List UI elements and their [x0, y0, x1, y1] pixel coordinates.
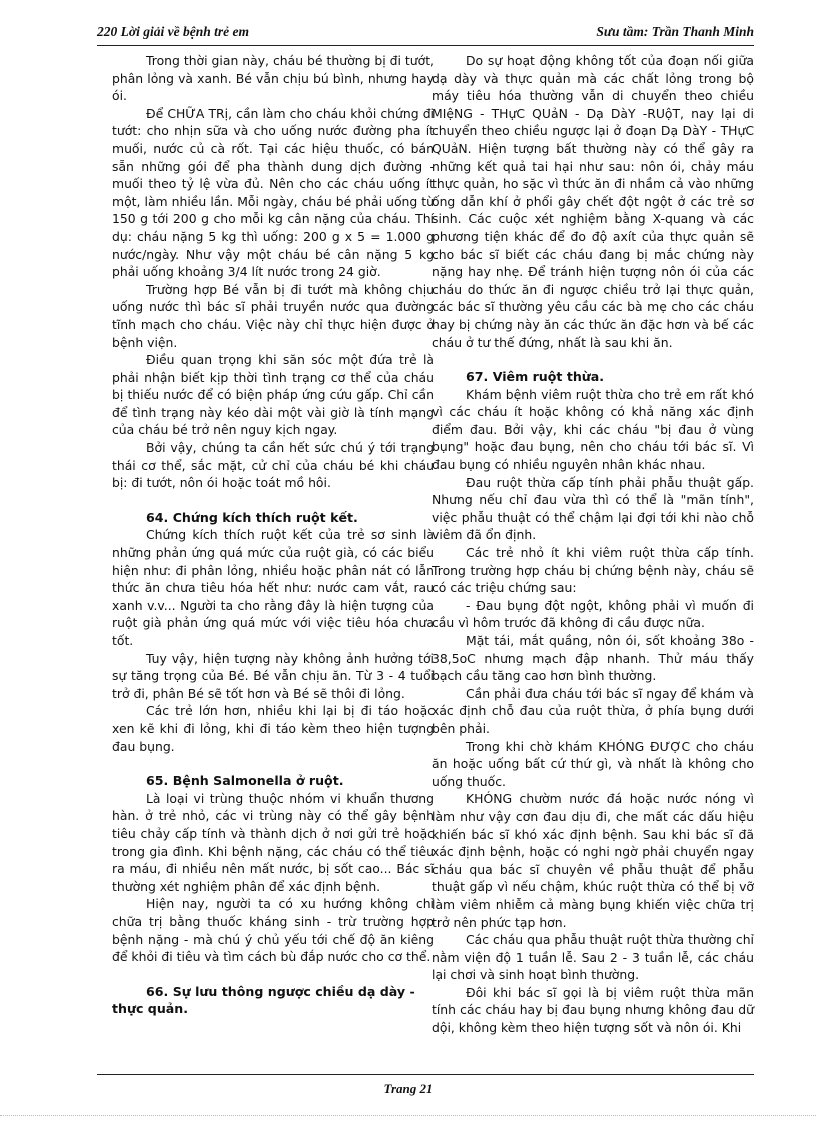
paragraph: Đôi khi bác sĩ gọi là bị viêm ruột thừa mãn tính các cháu hay bị đau bụng nhưng không đau dữ dội, không kèm theo hiện tượng sốt và nôn ói. Khi [432, 984, 754, 1036]
paragraph: Hiện nay, người ta có xu hướng không chỉ chữa trị bằng thuốc kháng sinh - trừ trường hợp bệnh nặng - mà chú ý chủ yếu tới chế độ ăn kiêng để khỏi đi tiêu và tìm cách bù đắp nước cho cơ thể. [112, 896, 434, 965]
right-column [432, 52, 754, 1037]
book-title: 220 Lời giải về bệnh trẻ em [97, 24, 249, 39]
section-heading-65: 65. Bệnh Salmonella ở ruột. [146, 773, 344, 789]
paragraph: Trong khi chờ khám KHÓNG ĐƯỢC cho cháu ăn hoặc uống bất cứ thứ gì, và nhất là không cho uống thuốc. [432, 738, 754, 789]
section-heading-66: 66. Sự lưu thông ngược chiều dạ dày - thực quản. [112, 983, 415, 1017]
footer-divider [97, 1074, 754, 1075]
paragraph: Do sự hoạt động không tốt của đoạn nối giữa dạ dày và thực quản mà các chất lỏng trong bộ máy tiêu hóa thường vẫn di chuyển theo chiều MIệNG - THựC QUảN - Dạ DàY -RUộT, nay lại di chuyển theo chiều ngược lại ở đoạn Dạ DàY - THựC QUảN. Hiện tượng bất thường này có thể gây ra những kết quả tai hại như sau: nôn ói, chảy máu thực quản, ho sặc vì thức ăn đi nhầm cả vào những ống dẫn khí ở phổi gây chết đột ngột ở các trẻ sơ sinh. Các cuộc xét nghiệm bằng X-quang và các phương tiện khác để đo độ axít của thực quản sẽ cho bác sĩ biết các cháu đang bị mắc chứng này nặng hay nhẹ. Để tránh hiện tượng nôn ói của các cháu do thức ăn đi ngược chiều trở lại thực quản, các bác sĩ thường yêu cầu các bà mẹ cho các cháu hay bị chứng này ăn các thức ăn đặc hơn và bế các cháu ở tư thế đứng, nhất là sau khi ăn. [432, 53, 754, 350]
paragraph: Trong thời gian này, cháu bé thường bị đi tướt, phân lỏng và xanh. Bé vẫn chịu bú bình, nhưng hay ói. [112, 53, 434, 104]
page-header [97, 24, 754, 44]
paragraph: Các trẻ lớn hơn, nhiều khi lại bị đi táo hoặc xen kẽ khi đi lỏng, khi đi táo kèm theo hiện tượng đau bụng. [112, 703, 434, 754]
bottom-border [0, 1115, 816, 1116]
paragraph: Trường hợp Bé vẫn bị đi tướt mà không chịu uống nước thì bác sĩ phải truyền nước qua đường tĩnh mạch cho cháu. Việc này chỉ thực hiện được ở bệnh viện. [112, 281, 434, 350]
paragraph: Các cháu qua phẫu thuật ruột thừa thường chỉ nằm viện độ 1 tuần lễ. Sau 2 - 3 tuần lễ, các cháu lại chơi và sinh hoạt bình thường. [432, 932, 754, 983]
page-number: Trang 21 [383, 1081, 433, 1096]
paragraph: Chứng kích thích ruột kết của trẻ sơ sinh là những phản ứng quá mức của ruột già, có các biểu hiện như: đi phân lỏng, nhiều hoặc phân nát có lẫn thức ăn chưa tiêu hóa hết như: nước cam vắt, rau xanh v.v... Người ta cho rằng đây là hiện tượng của ruột già phản ứng quá mức với việc tiêu hóa chưa tốt. [112, 527, 434, 648]
paragraph: Mặt tái, mắt quầng, nôn ói, sốt khoảng 38o - 38,5oC nhưng mạch đập nhanh. Thử máu thấy bạch cầu tăng cao hơn bình thường. [432, 633, 754, 684]
paragraph: Là loại vi trùng thuộc nhóm vi khuẩn thương hàn. ở trẻ nhỏ, các vi trùng này có thể gây bệnh tiêu chảy cấp tính và thành dịch ở nơi gửi trẻ hoặc trong gia đình. Khi bệnh nặng, các cháu có thể tiêu ra máu, đi nhiều nên mất nước, bị sốt cao... Bác sĩ thường xét nghiệm phân để xác định bệnh. [112, 790, 434, 894]
paragraph: Cần phải đưa cháu tới bác sĩ ngay để khám và xác định chỗ đau của ruột thừa, ở phía bụng dưới bên phải. [432, 685, 754, 736]
paragraph: Khám bệnh viêm ruột thừa cho trẻ em rất khó vì các cháu ít hoặc không có khả năng xác định điểm đau. Bởi vậy, khi các cháu "bị đau ở vùng bụng" hoặc đau bụng, nên cho cháu tới bác sĩ. Vì đau bụng có nhiều nguyên nhân khác nhau. [432, 386, 754, 473]
compiler-credit: Sưu tầm: Trần Thanh Minh [596, 24, 754, 39]
paragraph: Điều quan trọng khi săn sóc một đứa trẻ là phải nhận biết kịp thời tình trạng cơ thể của cháu bị thiếu nước để có biện pháp ứng cứu gấp. Chỉ cần để tình trạng này kéo dài một vài giờ là tính mạng của cháu bé trở nên nguy kịch ngay. [112, 352, 434, 438]
header-divider [97, 45, 754, 46]
paragraph: Tuy vậy, hiện tượng này không ảnh hưởng tới sự tăng trọng của Bé. Bé vẫn chịu ăn. Từ 3 - 4 tuổi trở đi, phân Bé sẽ tốt hơn và Bé sẽ thôi đi lỏng. [112, 650, 434, 701]
paragraph: Bởi vậy, chúng ta cần hết sức chú ý tới trạng thái cơ thể, sắc mặt, cử chỉ của cháu bé khi cháu bị: đi tướt, nôn ói hoặc toát mồ hôi. [112, 440, 434, 491]
paragraph: Đau ruột thừa cấp tính phải phẫu thuật gấp. Nhưng nếu chỉ đau vừa thì có thể là "mãn tính", việc phẫu thuật có thể chậm lại đợi tới khi nào chỗ viêm đã ổn định. [432, 474, 754, 543]
left-column [112, 52, 434, 1018]
paragraph: Các trẻ nhỏ ít khi viêm ruột thừa cấp tính. Trong trường hợp cháu bị chứng bệnh này, cháu sẽ có các triệu chứng sau: [432, 545, 754, 596]
paragraph: KHÓNG chườm nước đá hoặc nước nóng vì làm như vậy cơn đau dịu đi, che mất các dấu hiệu khiến bác sĩ khó xác định bệnh. Sau khi bác sĩ đã xác định bệnh, hoặc có nghi ngờ phải chuyển ngay cháu qua bác sĩ chuyên về phẫu thuật để phẫu thuật gấp vì nếu chậm, khúc ruột thừa có thể bị vỡ làm viêm nhiễm cả màng bụng khiến việc chữa trị trở nên phức tạp hơn. [432, 791, 754, 930]
section-heading-67: 67. Viêm ruột thừa. [466, 369, 605, 385]
section-heading-64: 64. Chứng kích thích ruột kết. [146, 509, 358, 525]
paragraph: - Đau bụng đột ngột, không phải vì muốn đi cầu vì hôm trước đã không đi cầu được nữa. [432, 597, 754, 631]
paragraph: Để CHỮA TRị, cần làm cho cháu khỏi chứng đi tướt: cho nhịn sữa và cho uống nước đường pha ít muối, nước củ cà rốt. Tại các hiệu thuốc, có bán sẵn những gói để pha thành dung dịch đường - muối theo tỷ lệ vừa đủ. Nên cho các cháu uống ít một, làm nhiều lần. Mỗi ngày, cháu bé phải uống từ 150 g tới 200 g cho mỗi kg cân nặng của cháu. Thí dụ: cháu nặng 5 kg thì uống: 200 g x 5 = 1.000 g nước/ngày. Như vậy một cháu bé cân nặng 5 kg phải uống khoảng 3/4 lít nước trong 24 giờ. [112, 105, 434, 280]
